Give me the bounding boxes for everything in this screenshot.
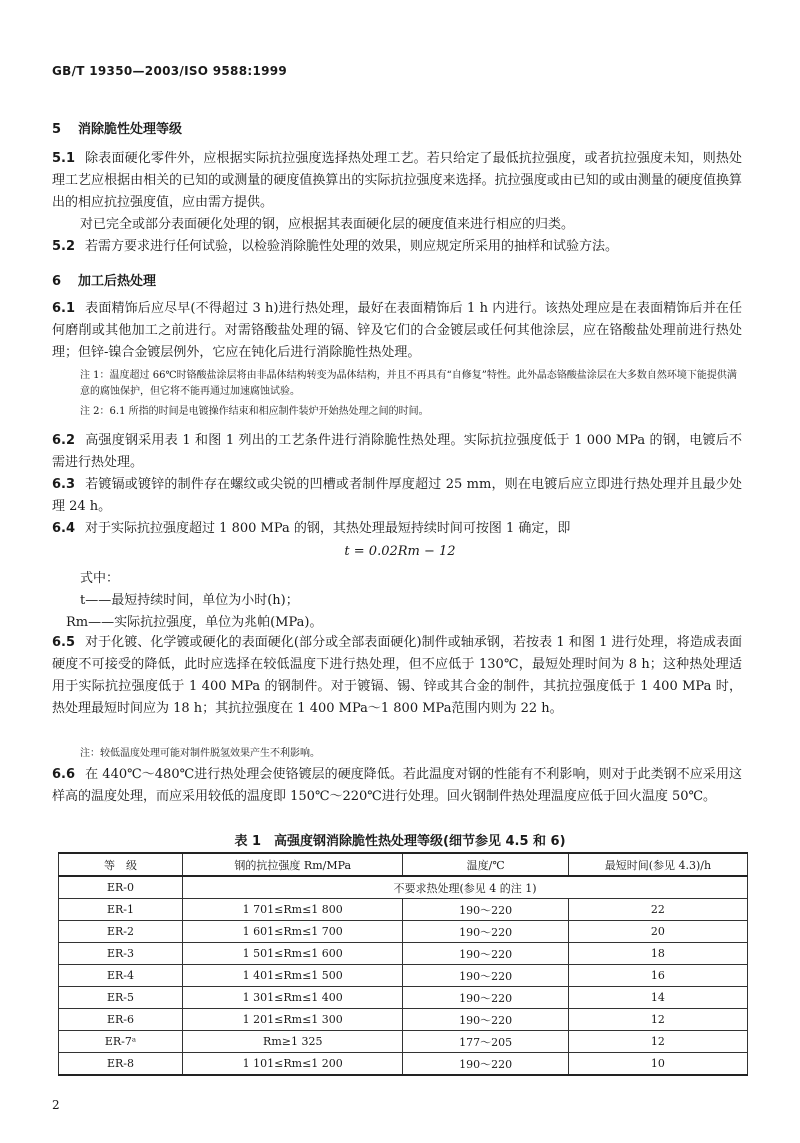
cell-grade: ER-8	[59, 1053, 183, 1076]
table-row	[59, 921, 748, 943]
cell-grade: ER-6	[59, 1009, 183, 1031]
cell-min-time: 10	[568, 1053, 747, 1076]
paragraph-6-5	[52, 632, 742, 720]
cell-temperature: 190～220	[403, 965, 568, 987]
note-1: 注 1：温度超过 66℃时铬酸盐涂层将由非晶体结构转变为晶体结构，并且不再具有“自修复”特性。此外晶态铬酸盐涂层在大多数自然环境下能提供满意的腐蚀保护，但它将不能再通过加速腐蚀试验。	[80, 370, 737, 397]
table-row	[59, 1031, 748, 1053]
table-row	[59, 1009, 748, 1031]
cell-grade: ER-1	[59, 899, 183, 921]
cell-strength: 1 701≤Rm≤1 800	[183, 899, 403, 921]
header-min-time: 最短时间(参见 4.3)/h	[568, 853, 747, 876]
cell-strength: 1 501≤Rm≤1 600	[183, 943, 403, 965]
cell-strength: 1 101≤Rm≤1 200	[183, 1053, 403, 1076]
clause-text: 高强度钢采用表 1 和图 1 列出的工艺条件进行消除脆性热处理。实际抗拉强度低于 1 000 MPa 的钢，电镀后不需进行热处理。	[52, 433, 742, 470]
paragraph-6-2	[52, 430, 742, 474]
table-row	[59, 1053, 748, 1076]
cell-min-time: 20	[568, 921, 747, 943]
header-strength: 钢的抗拉强度 Rm/MPa	[183, 853, 403, 876]
table-row	[59, 899, 748, 921]
cell-grade: ER-2	[59, 921, 183, 943]
header-temperature: 温度/℃	[403, 853, 568, 876]
clause-number: 6.2	[52, 433, 76, 448]
cell-strength: Rm≥1 325	[183, 1031, 403, 1053]
clause-text: 除表面硬化零件外，应根据实际抗拉强度选择热处理工艺。若只给定了最低抗拉强度，或者抗拉强度未知，则热处理工艺应根据由相关的已知的或测量的硬度值换算出的实际抗拉强度来选择。抗拉强度或由已知的或由测量的硬度值换算出的相应抗拉强度值，应由需方提供。	[52, 151, 742, 210]
cell-temperature: 190～220	[403, 1009, 568, 1031]
section-number: 6	[52, 274, 62, 289]
standard-header: GB/T 19350—2003/ISO 9588:1999	[52, 64, 288, 78]
cell-grade: ER-7ᵃ	[59, 1031, 183, 1053]
table-caption: 表 1 高强度钢消除脆性热处理等级(细节参见 4.5 和 6)	[234, 834, 566, 849]
clause-number: 6.4	[52, 521, 76, 536]
clause-number: 5.2	[52, 239, 76, 254]
clause-number: 6.3	[52, 477, 76, 492]
section-number: 5	[52, 122, 62, 137]
paragraph-5-2	[52, 236, 742, 258]
table-row	[59, 987, 748, 1009]
cell-grade: ER-4	[59, 965, 183, 987]
cell-grade: ER-0	[59, 876, 183, 899]
table-row	[59, 965, 748, 987]
cell-temperature: 190～220	[403, 943, 568, 965]
cell-grade: ER-3	[59, 943, 183, 965]
cell-temperature: 190～220	[403, 1053, 568, 1076]
cell-min-time: 16	[568, 965, 747, 987]
cell-min-time: 12	[568, 1031, 747, 1053]
clause-text: 对于化镀、化学镀或硬化的表面硬化(部分或全部表面硬化)制件或轴承钢，若按表 1 和图 1 进行处理，将造成表面硬度不可接受的降低，此时应选择在较低温度下进行热处理，但不应低于 130℃，最短处理时间为 8 h；这种热处理适用于实际抗拉强度低于 1 400 MPa 的钢制件。对于镀镉、锡、锌或其合金的制件，其抗拉强度低于 1 400 MPa 时，热处理最短时间应为 18 h；其抗拉强度在 1 400 MPa～1 800 MPa范围内则为 22 h。	[52, 635, 742, 716]
table-header-row	[59, 853, 748, 876]
clause-number: 6.5	[52, 635, 76, 650]
section-title: 加工后热处理	[78, 274, 157, 289]
cell-no-treatment: 不要求热处理(参见 4 的注 1)	[183, 876, 748, 899]
definition-rm: Rm——实际抗拉强度，单位为兆帕(MPa)。	[66, 615, 323, 630]
clause-text: 对于实际抗拉强度超过 1 800 MPa 的钢，其热处理最短持续时间可按图 1 确定，即	[85, 521, 571, 536]
cell-min-time: 18	[568, 943, 747, 965]
cell-temperature: 190～220	[403, 987, 568, 1009]
cell-strength: 1 401≤Rm≤1 500	[183, 965, 403, 987]
page-number: 2	[52, 1098, 60, 1112]
cell-grade: ER-5	[59, 987, 183, 1009]
section-5-heading	[52, 118, 182, 137]
cell-temperature: 190～220	[403, 899, 568, 921]
er-class-table	[58, 852, 748, 1076]
cell-strength: 1 601≤Rm≤1 700	[183, 921, 403, 943]
paragraph-5-1b: 对已完全或部分表面硬化处理的钢，应根据其表面硬化层的硬度值来进行相应的归类。	[80, 217, 575, 232]
paragraph-5-1	[52, 148, 742, 214]
table-row	[59, 943, 748, 965]
clause-number: 5.1	[52, 151, 76, 166]
paragraph-6-6	[52, 764, 742, 808]
clause-text: 若需方要求进行任何试验，以检验消除脆性处理的效果，则应规定所采用的抽样和试验方法。	[85, 239, 619, 254]
formula: t = 0.02Rm − 12	[344, 544, 456, 559]
clause-text: 表面精饰后应尽早(不得超过 3 h)进行热处理，最好在表面精饰后 1 h 内进行。该热处理应是在表面精饰后并在任何磨削或其他加工之前进行。对需铬酸盐处理的镉、锌及它们的合金镀层或任何其他涂层，应在铬酸盐处理前进行热处理；但锌-镍合金镀层例外，它应在钝化后进行消除脆性热处理。	[52, 301, 742, 360]
cell-min-time: 12	[568, 1009, 747, 1031]
note-3: 注：较低温度处理可能对制件脱氢效果产生不利影响。	[80, 748, 320, 759]
definition-t: t——最短持续时间，单位为小时(h)；	[80, 593, 299, 608]
table-row	[59, 876, 748, 899]
paragraph-6-1	[52, 298, 742, 364]
clause-number: 6.1	[52, 301, 76, 316]
cell-strength: 1 301≤Rm≤1 400	[183, 987, 403, 1009]
clause-text: 在 440℃～480℃进行热处理会使铬镀层的硬度降低。若此温度对钢的性能有不利影响，则对于此类钢不应采用这样高的温度处理，而应采用较低的温度即 150℃～220℃进行处理。回火钢制件热处理温度应低于回火温度 50℃。	[52, 767, 742, 804]
cell-min-time: 22	[568, 899, 747, 921]
clause-number: 6.6	[52, 767, 76, 782]
section-6-heading	[52, 270, 156, 289]
cell-min-time: 14	[568, 987, 747, 1009]
header-grade: 等 级	[59, 853, 183, 876]
paragraph-6-3	[52, 474, 742, 518]
section-title: 消除脆性处理等级	[78, 122, 183, 137]
clause-text: 若镀镉或镀锌的制件存在螺纹或尖锐的凹槽或者制件厚度超过 25 mm，则在电镀后应立即进行热处理并且最少处理 24 h。	[52, 477, 742, 514]
cell-temperature: 190～220	[403, 921, 568, 943]
cell-temperature: 177～205	[403, 1031, 568, 1053]
paragraph-6-4	[52, 518, 742, 540]
cell-strength: 1 201≤Rm≤1 300	[183, 1009, 403, 1031]
note-2: 注 2：6.1 所指的时间是电镀操作结束和相应制件装炉开始热处理之间的时间。	[80, 406, 429, 417]
where-label: 式中：	[80, 571, 120, 586]
